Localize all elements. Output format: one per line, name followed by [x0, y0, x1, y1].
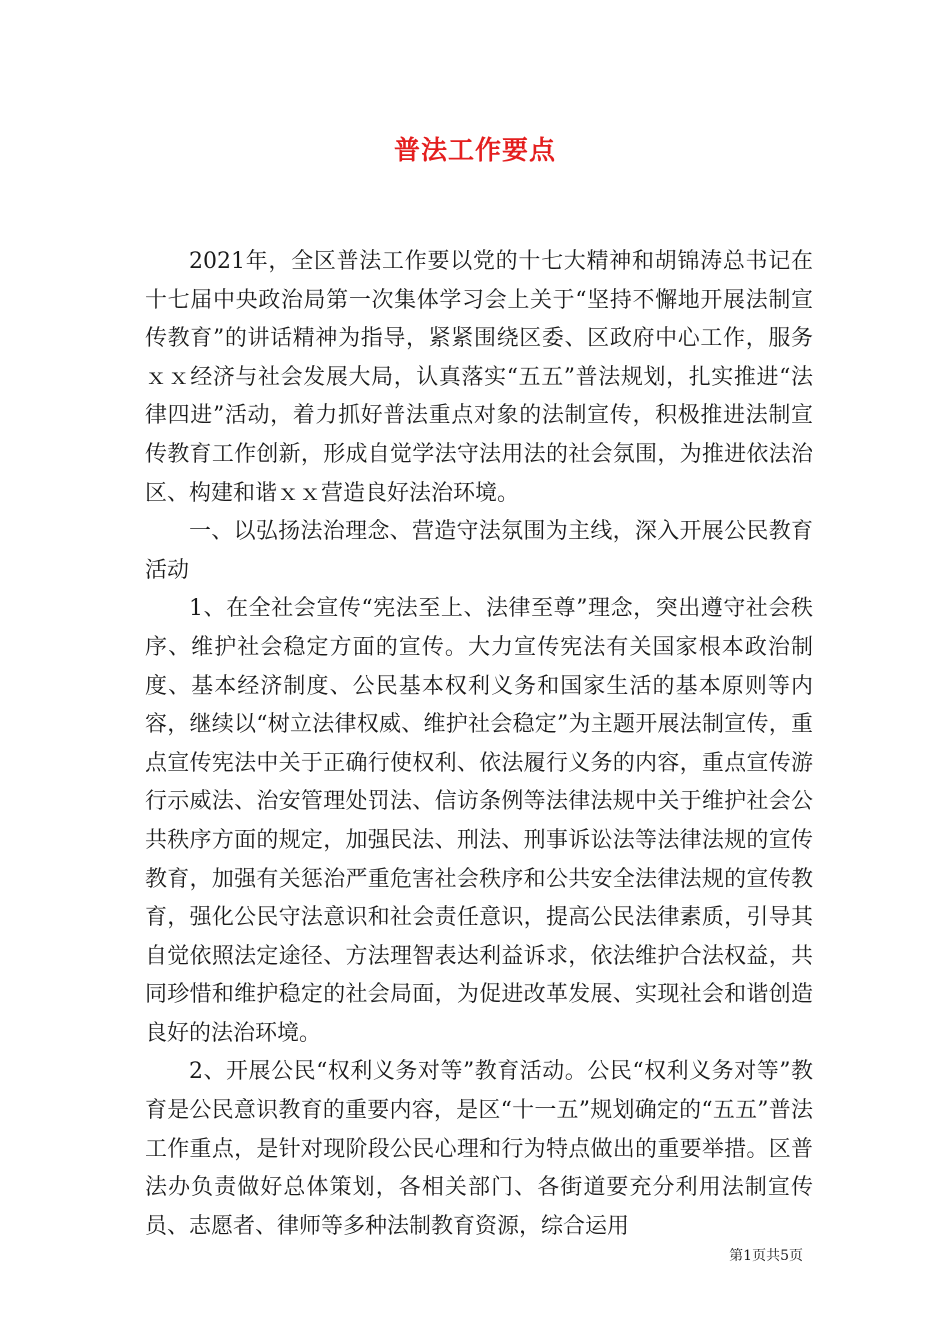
paragraph-item-1: 1、在全社会宣传“宪法至上、法律至尊”理念，突出遵守社会秩序、维护社会稳定方面的宣传。大力宣传宪法有关国家根本政治制度、基本经济制度、公民基本权利义务和国家生活的基本原则等内容，继续以“树立法律权威、维护社会稳定”为主题开展法制宣传，重点宣传宪法中关于正确行使权利、依法履行义务的内容，重点宣传游行示威法、治安管理处罚法、信访条例等法律法规中关于维护社会公共秩序方面的规定，加强民法、刑法、刑事诉讼法等法律法规的宣传教育，加强有关惩治严重危害社会秩序和公共安全法律法规的宣传教育，强化公民守法意识和社会责任意识，提高公民法律素质，引导其自觉依照法定途径、方法理智表达利益诉求，依法维护合法权益，共同珍惜和维护稳定的社会局面，为促进改革发展、实现社会和谐创造良好的法治环境。 [145, 596, 813, 1046]
document-body [145, 243, 813, 1246]
page-number: 第1页共5页 [729, 1248, 803, 1264]
section-heading-1: 一、以弘扬法治理念、营造守法氛围为主线，深入开展公民教育活动 [145, 519, 813, 583]
paragraph-item-2: 2、开展公民“权利义务对等”教育活动。公民“权利义务对等”教育是公民意识教育的重要内容，是区“十一五”规划确定的“五五”普法工作重点，是针对现阶段公民心理和行为特点做出的重要举措。区普法办负责做好总体策划，各相关部门、各街道要充分利用法制宣传员、志愿者、律师等多种法制教育资源，综合运用 [145, 1059, 813, 1239]
paragraph-intro: 2021年，全区普法工作要以党的十七大精神和胡锦涛总书记在十七届中央政治局第一次集体学习会上关于“坚持不懈地开展法制宣传教育”的讲话精神为指导，紧紧围绕区委、区政府中心工作，服务ｘｘ经济与社会发展大局，认真落实“五五”普法规划，扎实推进“法律四进”活动，着力抓好普法重点对象的法制宣传，积极推进法制宣传教育工作创新，形成自觉学法守法用法的社会氛围，为推进依法治区、构建和谐ｘｘ营造良好法治环境。 [145, 249, 813, 506]
document-title: 普法工作要点 [393, 136, 556, 166]
